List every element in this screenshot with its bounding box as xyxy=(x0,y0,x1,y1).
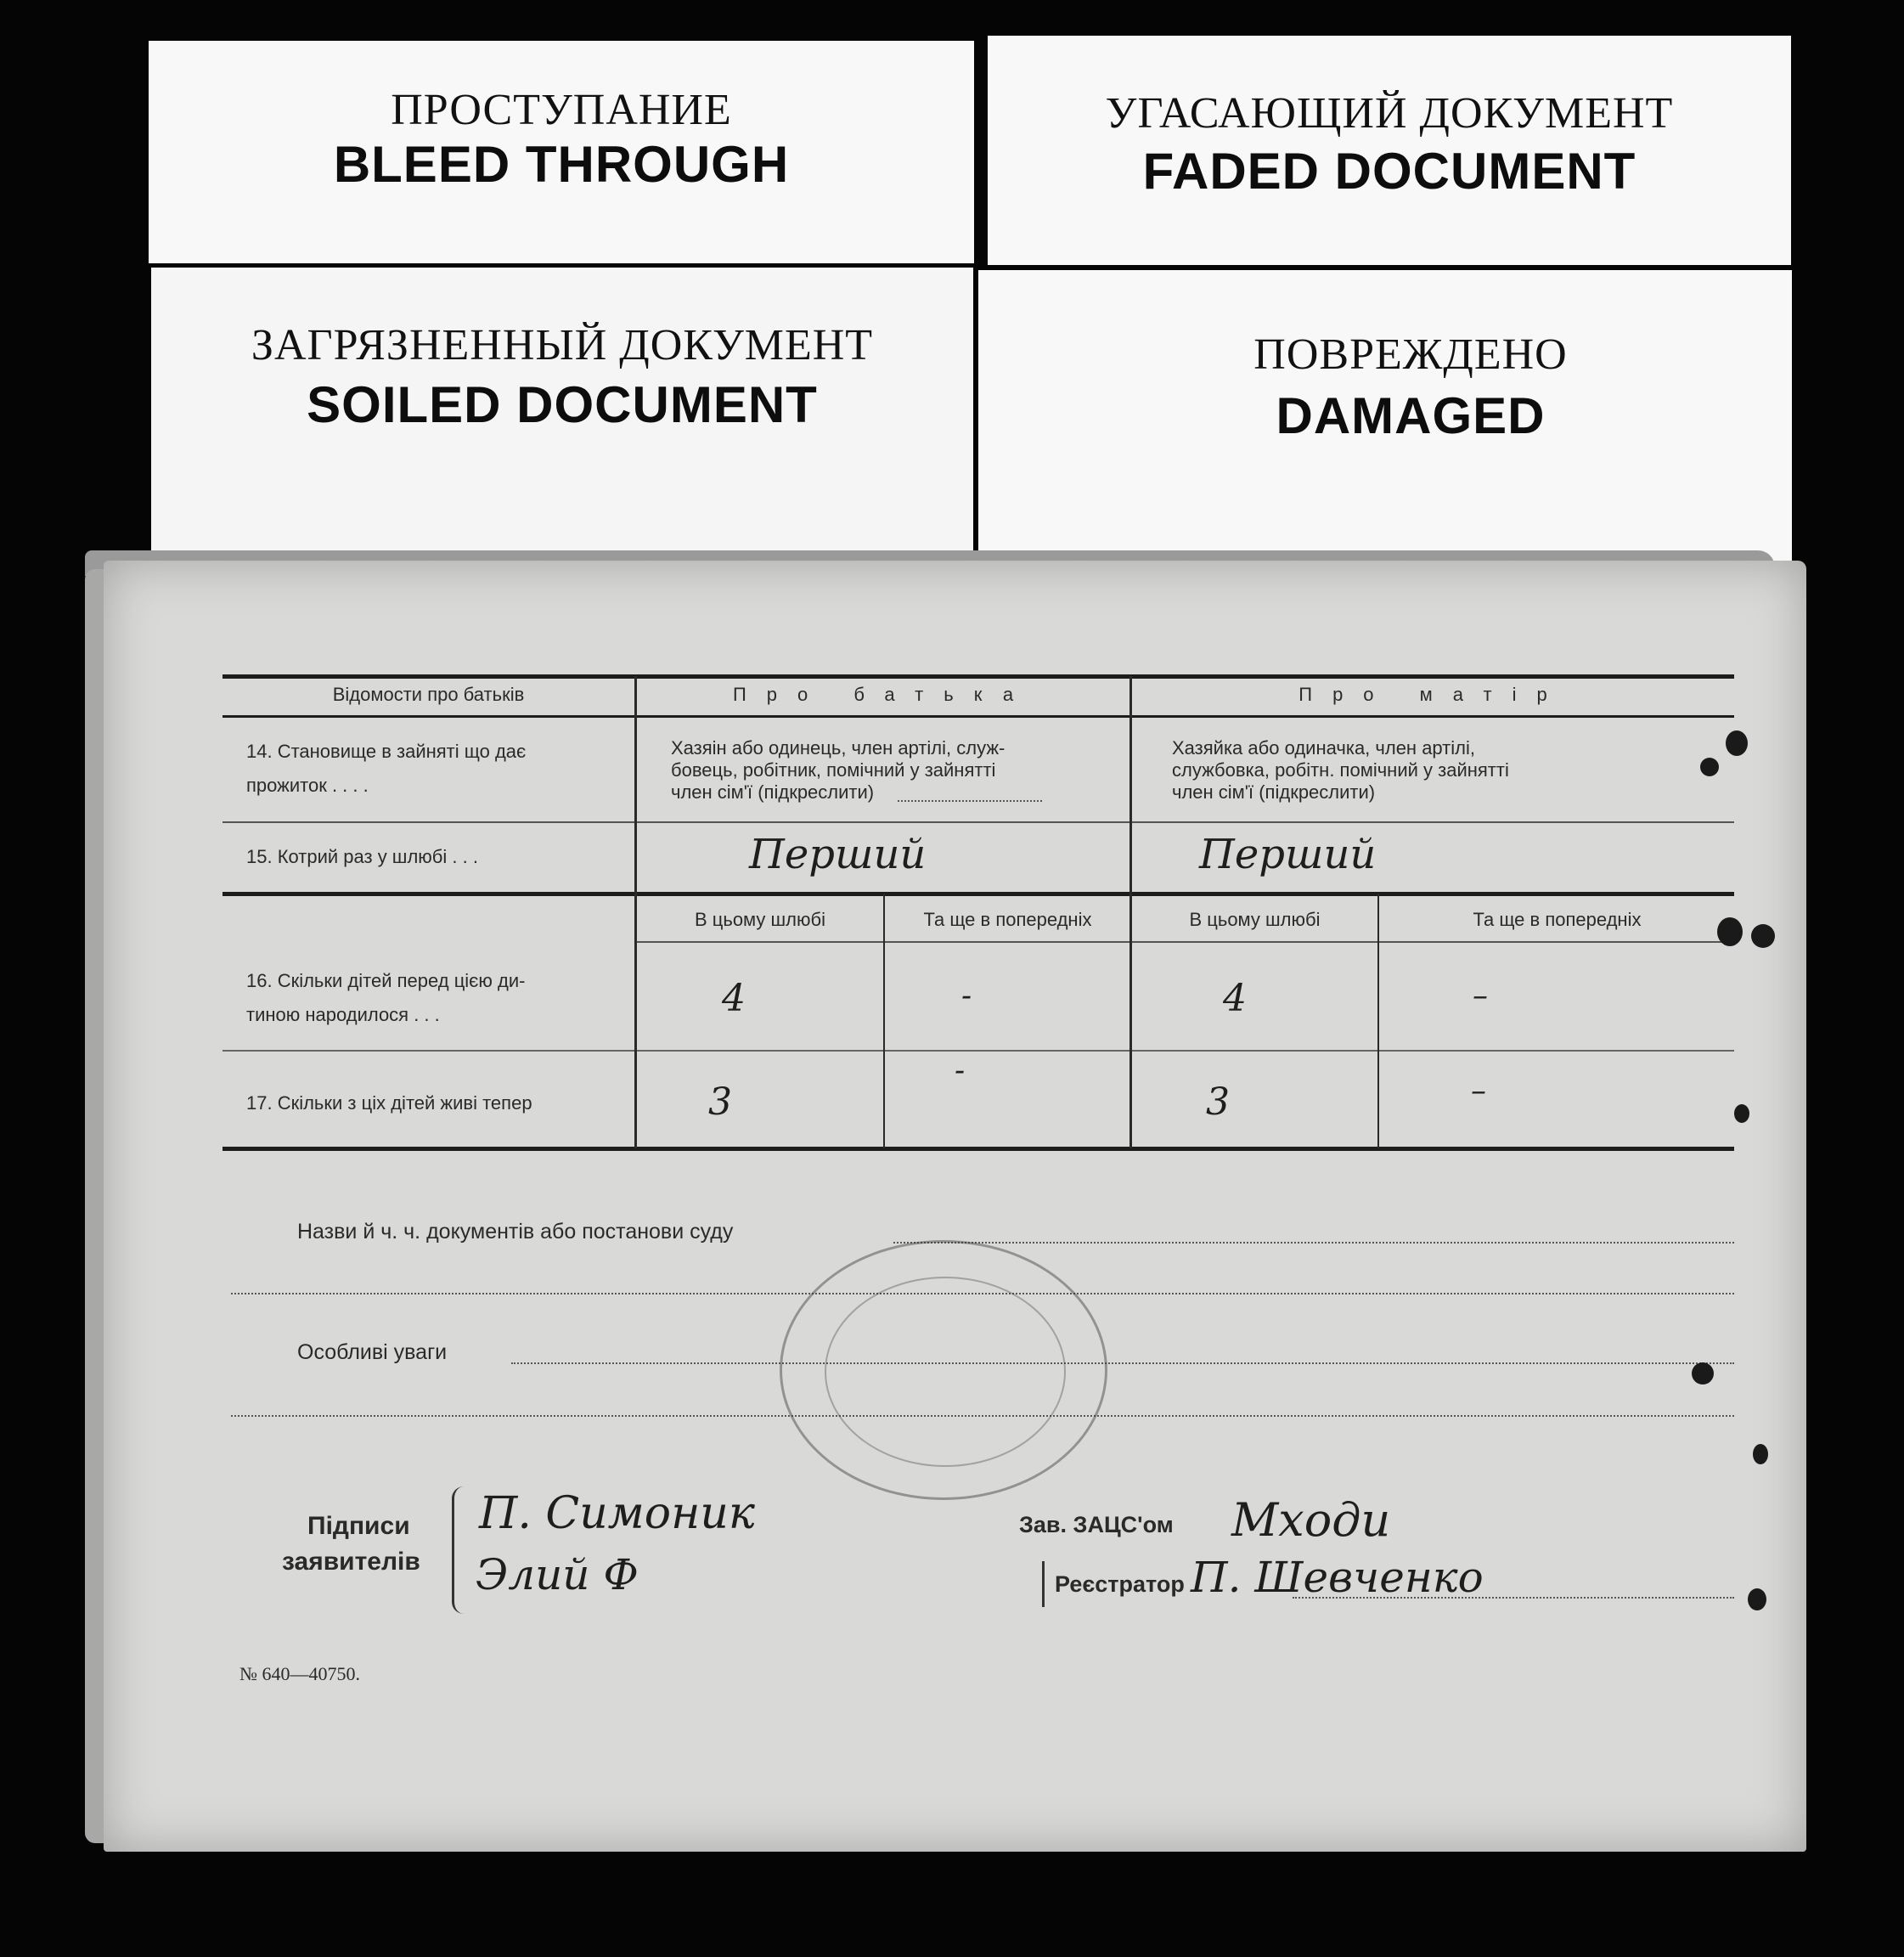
applicant-signature-1: П. Симоник xyxy=(479,1488,755,1539)
table-bottom-rule xyxy=(223,1147,1734,1151)
row16-label-1: 16. Скільки дітей перед цією ди- xyxy=(246,970,526,991)
row14-mother-2: службовка, робітн. помічний у зайнятті xyxy=(1172,759,1509,781)
row16-rule xyxy=(223,1050,1734,1052)
bleed-through-card xyxy=(149,41,974,263)
row14-mother-1: Хазяйка або одиначка, член артілі, xyxy=(1172,737,1475,759)
punch-hole xyxy=(1753,1444,1768,1464)
applicant-signature-2: Элий Ф xyxy=(476,1550,639,1599)
subcol-divider-father xyxy=(883,894,885,1148)
soiled-document-ru: ЗАГРЯЗНЕННЫЙ ДОКУМЕНТ xyxy=(251,321,874,369)
row16-father-prev: - xyxy=(961,978,972,1013)
registrar-signature: П. Шевченко xyxy=(1191,1553,1484,1602)
row17-mother-this: 3 xyxy=(1206,1080,1230,1124)
row16-mother-this: 4 xyxy=(1223,977,1247,1020)
damaged-en: DAMAGED xyxy=(1276,387,1546,444)
row14-father-dots xyxy=(898,800,1042,802)
registrar-label: Реєстратор xyxy=(1055,1571,1185,1597)
row14-label-1: 14. Становище в зайняті що дає xyxy=(246,741,527,762)
registry-head-label: Зав. ЗАЦС'ом xyxy=(1019,1512,1174,1537)
official-stamp xyxy=(780,1240,1107,1500)
faded-document-en: FADED DOCUMENT xyxy=(1142,143,1636,200)
soiled-document-en: SOILED DOCUMENT xyxy=(307,376,818,433)
row15-rule xyxy=(223,892,1734,896)
official-stamp-inner xyxy=(825,1277,1066,1467)
damaged-ru: ПОВРЕЖДЕНО xyxy=(1253,330,1568,379)
soiled-document-card xyxy=(151,268,973,565)
row17-mother-prev: – xyxy=(1471,1074,1486,1108)
punch-hole xyxy=(1734,1104,1749,1123)
punch-hole xyxy=(1748,1588,1766,1610)
registrar-dots xyxy=(1293,1597,1734,1599)
sub-previous-mother: Та ще в попередніх xyxy=(1473,909,1642,930)
row15-label: 15. Котрий раз у шлюбі . . . xyxy=(246,846,478,867)
documents-dots-1 xyxy=(893,1242,1734,1244)
row17-father-prev: - xyxy=(955,1053,966,1088)
sub-previous-father: Та ще в попередніх xyxy=(923,909,1092,930)
subcol-divider-mother xyxy=(1377,894,1379,1148)
row15-father-value: Перший xyxy=(749,831,927,878)
row16-father-this: 4 xyxy=(722,977,746,1020)
registrar-mark xyxy=(1042,1561,1048,1607)
punch-hole xyxy=(1751,924,1775,948)
signatures-label-1: Підписи xyxy=(307,1512,410,1540)
punch-hole xyxy=(1700,758,1719,776)
row14-father-3: член сім'ї (підкреслити) xyxy=(671,781,875,803)
col-header-mother: Про матір xyxy=(1298,684,1568,705)
row16-mother-prev: – xyxy=(1473,978,1488,1013)
punch-hole xyxy=(1692,1362,1714,1385)
row17-label: 17. Скільки з ціх дітей живі тепер xyxy=(246,1092,532,1114)
row14-mother-3: член сім'ї (підкреслити) xyxy=(1172,781,1376,803)
sub-this-marriage-mother: В цьому шлюбі xyxy=(1189,909,1321,930)
registry-head-signature: Мходи xyxy=(1231,1493,1391,1547)
damaged-card xyxy=(978,270,1792,563)
col-header-parents: Відомости про батьків xyxy=(332,684,525,705)
row14-label-2: прожиток . . . . xyxy=(246,775,369,796)
registry-form-sheet xyxy=(104,561,1806,1852)
row17-father-this: 3 xyxy=(708,1080,732,1124)
faded-document-card xyxy=(988,36,1791,265)
punch-hole xyxy=(1726,730,1748,756)
form-number: № 640—40750. xyxy=(239,1663,360,1684)
table-top-rule xyxy=(223,674,1734,679)
punch-hole xyxy=(1717,917,1743,946)
sub-this-marriage-father: В цьому шлюбі xyxy=(694,909,826,930)
documents-label: Назви й ч. ч. документів або постанови суду xyxy=(297,1220,734,1244)
row15-mother-value: Перший xyxy=(1199,831,1377,878)
notes-label: Особливі уваги xyxy=(297,1340,448,1364)
header-rule xyxy=(223,715,1734,718)
col-header-father: Про батька xyxy=(732,684,1034,705)
row14-rule xyxy=(223,821,1734,823)
signatures-brace xyxy=(452,1486,466,1614)
notes-dots-1 xyxy=(511,1362,1734,1364)
bleed-through-en: BLEED THROUGH xyxy=(333,136,790,193)
row14-father-2: бовець, робітник, помічний у зайнятті xyxy=(671,759,996,781)
row14-father-1: Хазяін або одинець, член артілі, служ- xyxy=(671,737,1006,759)
row16-label-2: тиною народилося . . . xyxy=(246,1004,440,1025)
faded-document-ru: УГАСАЮЩИЙ ДОКУМЕНТ xyxy=(1105,89,1674,138)
subheader-rule xyxy=(637,941,1734,943)
signatures-label-2: заявителів xyxy=(282,1548,420,1576)
bleed-through-ru: ПРОСТУПАНИЕ xyxy=(391,86,732,134)
